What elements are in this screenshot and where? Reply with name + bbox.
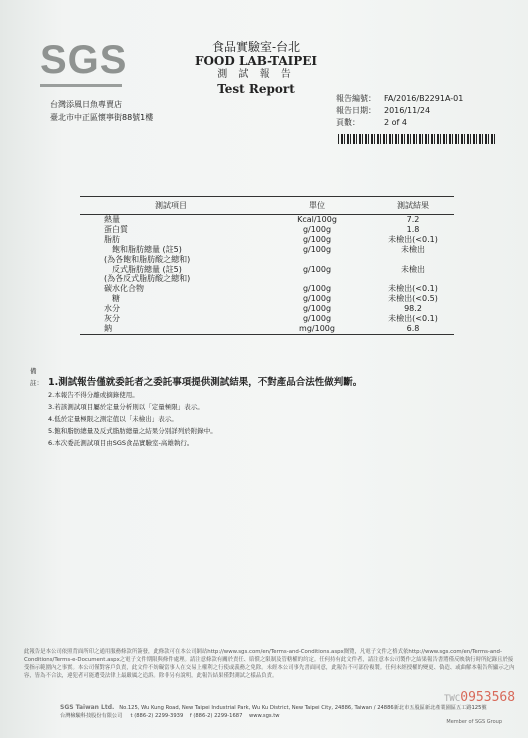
footer-fax: f (886-2) 2299-1687	[189, 713, 243, 719]
row-item: 脂肪	[104, 234, 120, 244]
report-no: FA/2016/B2291A-01	[384, 94, 464, 103]
row-result	[372, 274, 454, 284]
header-lab-en: FOOD LAB-TAIPEI	[194, 54, 318, 68]
barcode	[338, 134, 496, 144]
header-report-en: Test Report	[217, 82, 295, 96]
row-item: (為各反式脂肪酸之總和)	[104, 274, 191, 284]
note-1: 1.測試報告僅就委託者之委託事項提供測試結果，不對產品合法性做判斷。	[48, 377, 363, 388]
terms-note: 此報告是本公司依照背面所印之通用服務條款所簽發，此條款可在本公司網站http://www.sgs.com/en/Terms-and-Conditions.aspx閱覽，凡電子文件之格式依http://www.sgs.com/en/Terms-and-Conditions/Terms-e-Document.aspx之電子文件期限與條件處理。請注意條款有關於責任、賠償之限制及管轄權的約定。任何持有此文件者，請注意本公司製作之結果報告書將僅反映執行時所紀錄且於接受指示範圍內之事實。本公司僅對客戶負責，此文件不妨礙當事人在交易上權利之行使或義務之免除。未經本公司事先書面同意，此報告不可部份複製。任何未經授權的變更、偽造、或曲解本報告所顯示之內容，皆為不合法，違犯者可能遭受法律上最嚴厲之追訴。除非另有說明，此報告結果僅對測試之樣品負責。	[24, 649, 515, 679]
sgs-logo: SGS	[40, 38, 128, 82]
row-result: 未檢出(<0.1)	[388, 314, 438, 324]
note-4: 4.低於定量極限之測定值以「未檢出」表示。	[48, 415, 178, 423]
table-row	[80, 235, 454, 245]
header-lab-zh: 食品實驗室-台北	[211, 40, 301, 54]
row-unit: Kcal/100g	[297, 215, 337, 224]
row-result: 未檢出(<0.1)	[388, 284, 438, 294]
row-unit: g/100g	[302, 314, 332, 324]
row-item: 反式脂肪總量 (註5)	[112, 264, 182, 274]
row-unit: g/100g	[302, 244, 332, 254]
col-header-unit: 單位	[262, 197, 372, 215]
report-header	[186, 40, 326, 96]
table-row	[80, 265, 454, 275]
report-no-label: 報告編號：	[336, 94, 376, 103]
row-item: 飽和脂肪總量 (註5)	[112, 244, 182, 254]
footer-company: 台灣檢驗科技股份有限公司	[60, 713, 123, 719]
row-unit: g/100g	[302, 294, 332, 304]
row-item: 灰分	[104, 314, 120, 324]
table-row	[80, 245, 454, 255]
header-report-zh: 測 試 報 告	[217, 69, 295, 80]
row-result: 98.2	[404, 304, 422, 314]
row-result: 6.8	[372, 324, 454, 334]
row-result	[372, 255, 454, 265]
row-item: (為各飽和脂肪酸之總和)	[104, 254, 191, 264]
table-row	[80, 225, 454, 235]
row-item: 碳水化合物	[104, 284, 144, 294]
footer-web: www.sgs.tw	[249, 713, 280, 719]
company-footer	[60, 704, 516, 720]
footer-member: Member of SGS Group	[446, 719, 502, 725]
table-row	[80, 284, 454, 294]
page-number: 2 of 4	[384, 118, 407, 127]
note-5: 5.飽和脂肪總量及反式脂肪總量之結果分別詳列於附錄中。	[48, 427, 217, 435]
logo-underline	[40, 84, 122, 87]
row-unit: g/100g	[302, 284, 332, 294]
row-result: 未檢出(<0.5)	[388, 294, 438, 304]
table-row	[80, 304, 454, 314]
row-item: 熱量	[104, 215, 120, 224]
results-table	[80, 196, 454, 335]
table-row	[80, 294, 454, 304]
note-6: 6.本次委託測試項目由SGS食品實驗室-高雄執行。	[48, 439, 194, 447]
note-2: 2.本報告不得分離或摘錄使用。	[48, 391, 139, 399]
date-label: 報告日期：	[336, 106, 376, 115]
row-unit	[262, 274, 372, 284]
row-result: 未檢出	[401, 264, 425, 274]
table-row	[80, 314, 454, 324]
footer-brand: SGS Taiwan Ltd.	[60, 704, 115, 711]
row-item: 鈉	[80, 324, 262, 334]
col-header-result: 測試結果	[372, 197, 454, 215]
row-unit: g/100g	[302, 304, 332, 314]
row-item: 蛋白質	[104, 224, 128, 234]
client-address: 臺北市中正區懷寧街88號1樓	[50, 113, 154, 122]
row-result: 未檢出	[401, 244, 425, 254]
report-meta	[336, 93, 463, 129]
col-header-item: 測試項目	[80, 197, 262, 215]
table-row	[80, 215, 454, 225]
serial-value: 0953568	[460, 690, 516, 705]
serial-prefix: TWC	[444, 694, 461, 704]
footer-address: No.125, Wu Kung Road, New Taipei Industrial Park, Wu Ku District, New Taipei City, 24886, Taiwan / 24886新北市五股區新北產業園區五工路125號	[119, 705, 487, 711]
page-label: 頁數：	[336, 118, 360, 127]
footer-tel: t (886-2) 2299-3939	[130, 713, 184, 719]
row-item: 水分	[104, 304, 120, 314]
notes	[30, 365, 362, 449]
row-unit: mg/100g	[262, 324, 372, 334]
row-result: 未檢出(<0.1)	[388, 234, 438, 244]
row-result: 1.8	[406, 224, 420, 234]
row-result: 7.2	[406, 215, 420, 224]
table-row	[80, 324, 454, 334]
row-unit: g/100g	[302, 224, 332, 234]
row-unit	[262, 255, 372, 265]
table-row	[80, 255, 454, 265]
client-block	[50, 98, 153, 124]
row-unit: g/100g	[302, 234, 332, 244]
client-name: 台灣添風日魚專賣店	[50, 100, 122, 109]
note-3: 3.若該測試項目屬於定量分析則以「定量極限」表示。	[48, 403, 204, 411]
notes-label: 備註：	[30, 367, 43, 387]
row-item: 糖	[112, 294, 120, 304]
serial-number	[444, 690, 515, 705]
table-row	[80, 274, 454, 284]
row-unit: g/100g	[302, 264, 332, 274]
report-date: 2016/11/24	[384, 106, 431, 115]
